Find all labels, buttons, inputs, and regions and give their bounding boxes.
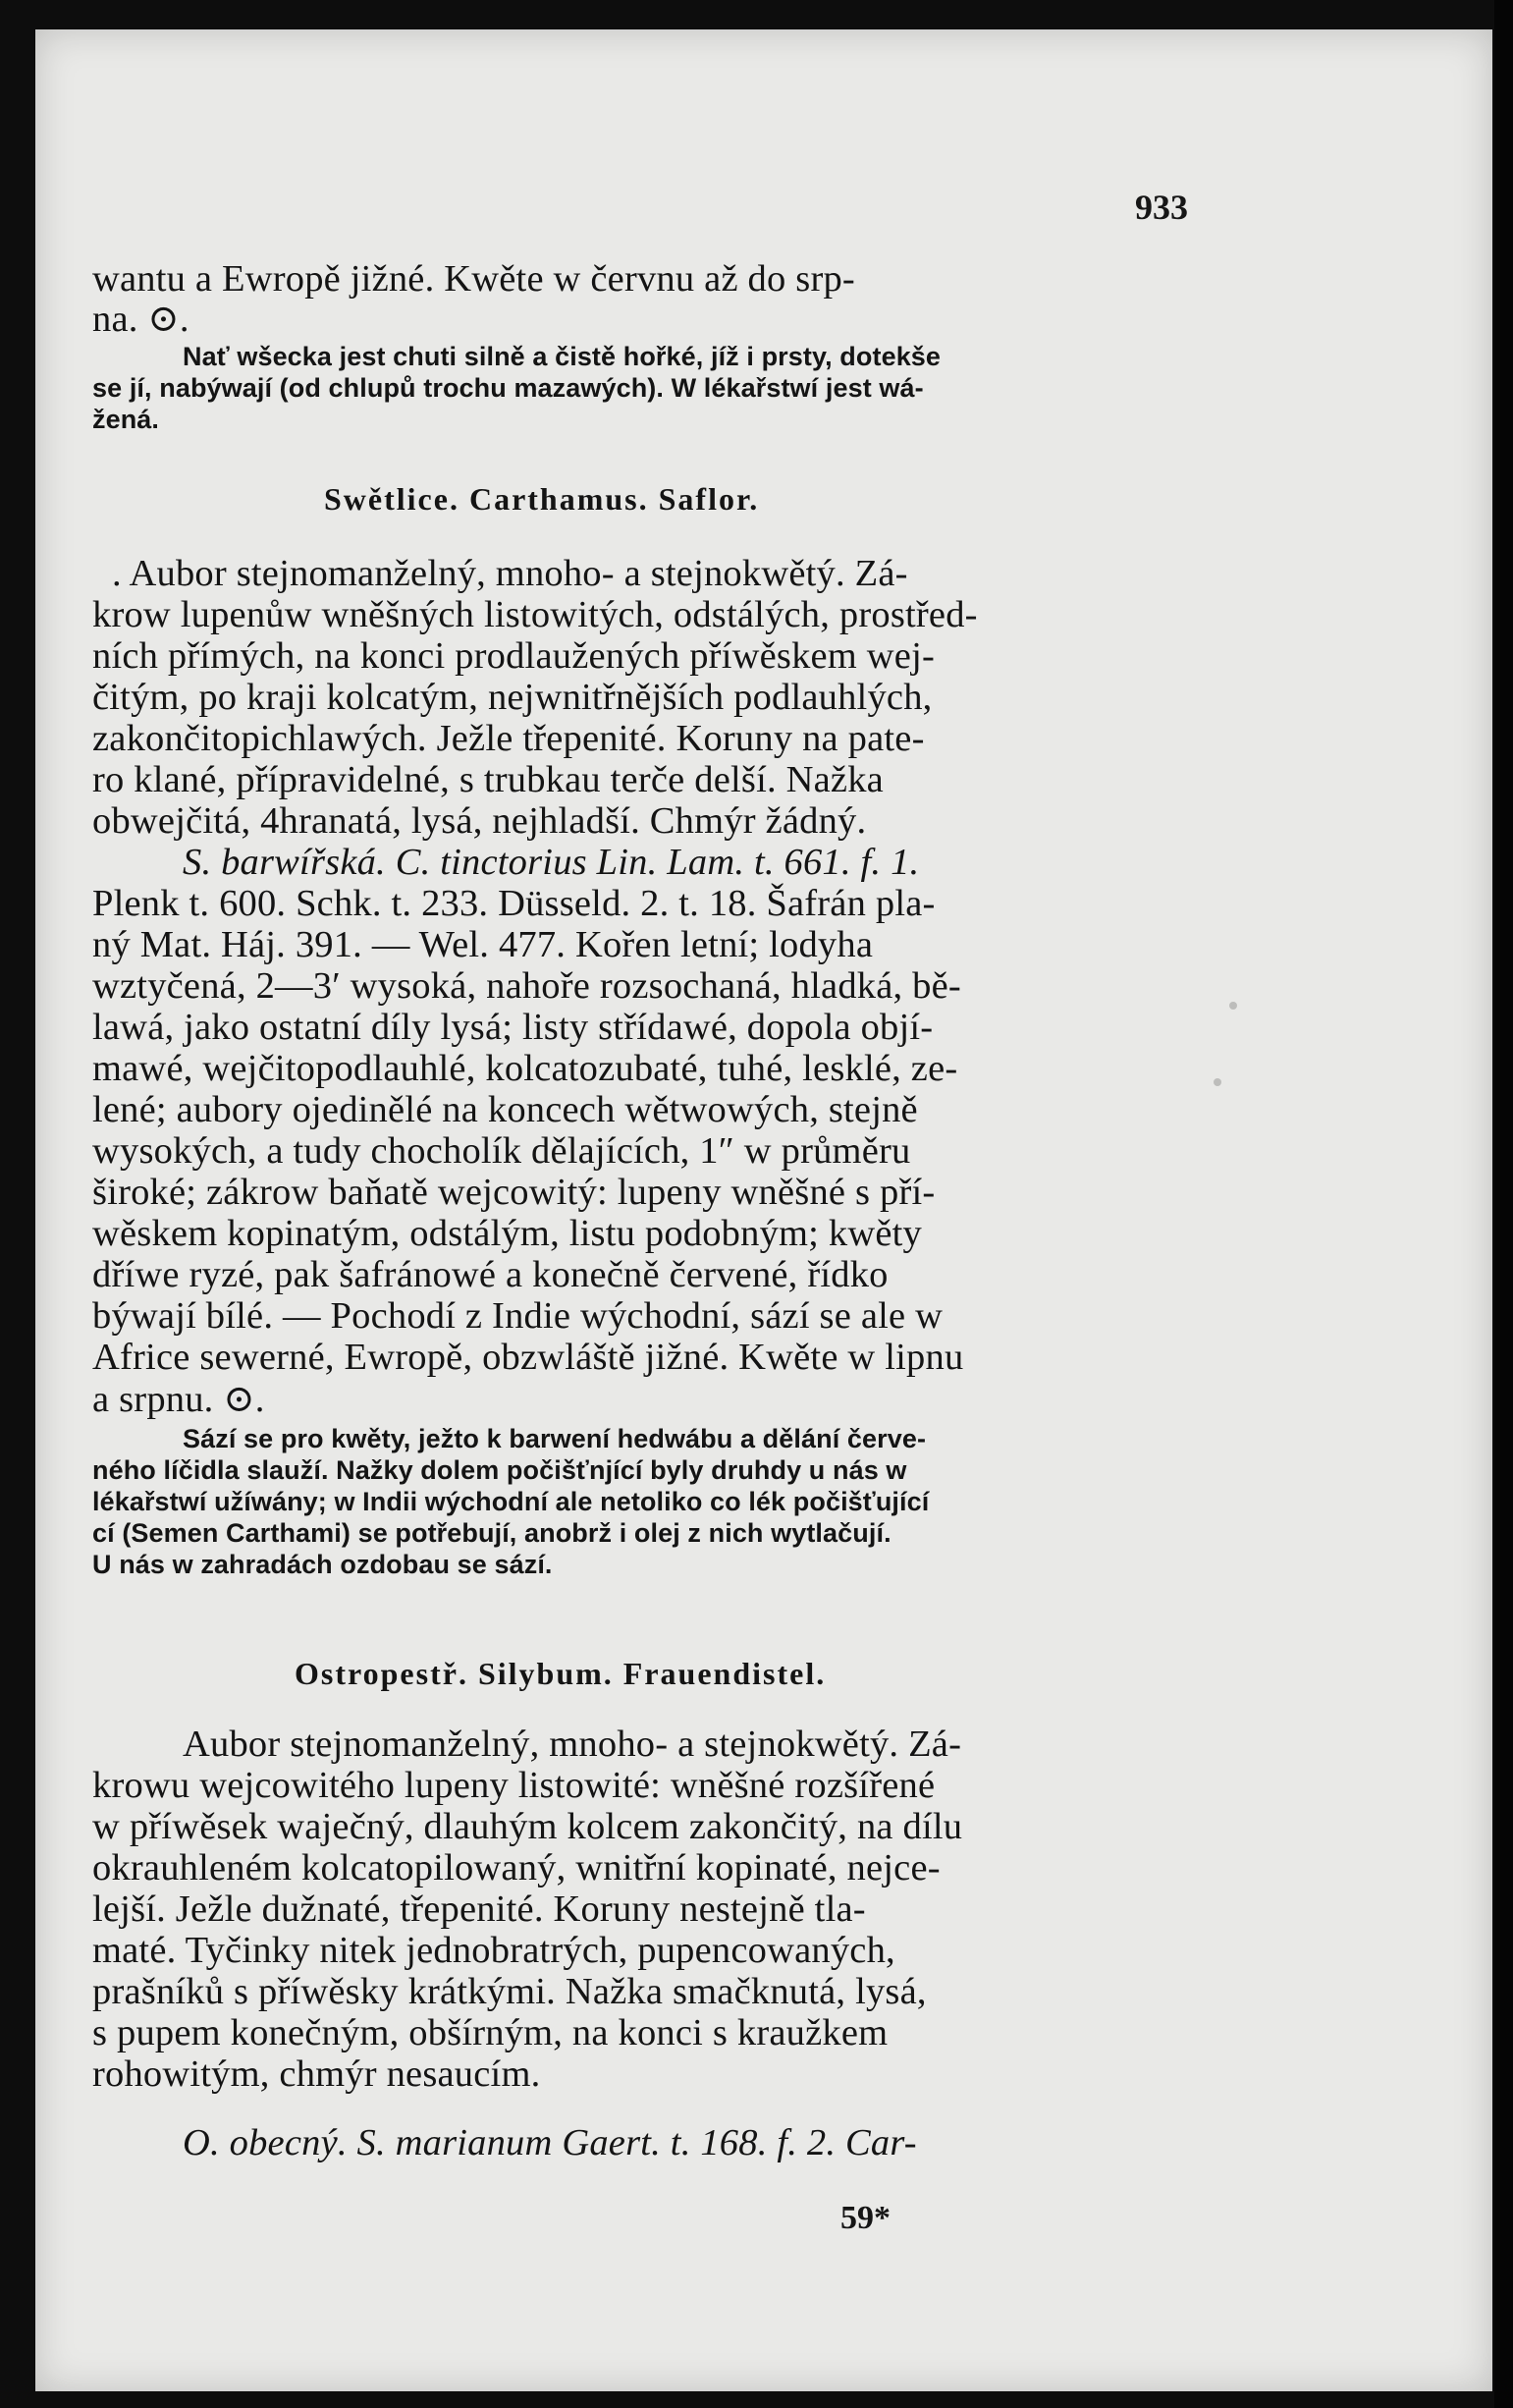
text-line: okrauhleném kolcatopilowaný, wnitřní kopinaté, nejce- — [92, 1847, 941, 1888]
text-line: zakončitopichlawých. Ježle třepenité. Koruny na pate- — [92, 718, 925, 759]
text-line: wztyčená, 2—3′ wysoká, nahoře rozsochaná, hladká, bě- — [92, 965, 961, 1007]
text-line: Plenk t. 600. Schk. t. 233. Düsseld. 2. t. 18. Šafrán pla- — [92, 883, 936, 924]
text-line: w příwěsek waječný, dlauhým kolcem zakončitý, na dílu — [92, 1806, 963, 1847]
text-line: krowu wejcowitého lupeny listowité: wněšné rozšířené — [92, 1765, 936, 1806]
text-line: lejší. Ježle dužnaté, třepenité. Koruny nestejně tla- — [92, 1888, 866, 1930]
note-line: Nať wšecka jest chuti silně a čistě hořké, jíž i prsty, dotekše — [183, 342, 942, 371]
page-number: 933 — [1135, 188, 1188, 227]
paper-speck — [1214, 1078, 1221, 1086]
text-line: ních přímých, na konci prodlaužených příwěskem wej- — [92, 635, 935, 677]
text-line: obwejčitá, 4hranatá, lysá, nejhladší. Chmýr žádný. — [92, 800, 867, 842]
text-line: ro klané, přípravidelné, s trubkau terče delší. Nažka — [92, 759, 884, 800]
text-line: mawé, wejčitopodlauhlé, kolcatozubaté, tuhé, lesklé, ze- — [92, 1048, 958, 1089]
text-line: Africe sewerné, Ewropě, obzwláště jižné. Kwěte w lipnu — [92, 1337, 964, 1378]
text-line: lawá, jako ostatní díly lysá; listy střídawé, dopola objí- — [92, 1007, 934, 1048]
text-line: . Aubor stejnomanželný, mnoho- a stejnokwětý. Zá- — [112, 553, 908, 594]
text-line: ný Mat. Háj. 391. — Wel. 477. Kořen letní; lodyha — [92, 924, 874, 965]
text-line: a srpnu. ⊙. — [92, 1379, 265, 1420]
signature-mark: 59* — [840, 2200, 891, 2236]
paper-speck — [1229, 1002, 1237, 1010]
text-line: prašníků s příwěsky krátkými. Nažka smačknutá, lysá, — [92, 1971, 927, 2012]
scan-border — [1494, 0, 1513, 2408]
species-line: O. obecný. S. marianum Gaert. t. 168. f. 2. Car- — [183, 2122, 917, 2163]
text-line: dříwe ryzé, pak šafránowé a konečně červené, řídko — [92, 1254, 889, 1295]
text-line: lené; aubory ojedinělé na koncech wětwowých, stejně — [92, 1089, 918, 1130]
species-line: S. barwířská. C. tinctorius Lin. Lam. t. 661. f. 1. — [183, 842, 920, 883]
text-line: krow lupenůw wněšných listowitých, odstálých, prostřed- — [92, 594, 978, 635]
note-line: ného líčidla slauží. Nažky dolem počišťnjící byly druhdy u nás w — [92, 1455, 907, 1485]
note-line: U nás w zahradách ozdobau se sází. — [92, 1550, 553, 1579]
book-page — [35, 29, 1492, 2391]
text-line: rohowitým, chmýr nesaucím. — [92, 2053, 541, 2095]
note-line: se jí, nabýwají (od chlupů trochu mazawých). W lékařstwí jest wá- — [92, 373, 924, 403]
text-line: wěskem kopinatým, odstálým, listu podobným; kwěty — [92, 1213, 922, 1254]
note-line: cí (Semen Carthami) se potřebují, anobrž i olej z nich wytlačují. — [92, 1518, 892, 1548]
text-line: s pupem konečným, obšírným, na konci s kraužkem — [92, 2012, 889, 2053]
section-heading: Ostropestř. Silybum. Frauendistel. — [295, 1656, 827, 1691]
section-heading: Swětlice. Carthamus. Saflor. — [324, 481, 760, 517]
text-line: wysokých, a tudy chocholík dělajících, 1″ w průměru — [92, 1130, 911, 1172]
text-line: Aubor stejnomanželný, mnoho- a stejnokwětý. Zá- — [183, 1724, 962, 1765]
text-line: býwají bílé. — Pochodí z Indie wýchodní, sází se ale w — [92, 1295, 944, 1337]
text-line: wantu a Ewropě jižné. Kwěte w červnu až do srp- — [92, 258, 855, 300]
text-line: čitým, po kraji kolcatým, nejwnitřnějších podlauhlých, — [92, 677, 933, 718]
note-line: Sází se pro kwěty, ježto k barwení hedwábu a dělání červe- — [183, 1424, 927, 1453]
note-line: žená. — [92, 405, 160, 434]
text-line: maté. Tyčinky nitek jednobratrých, pupencowaných, — [92, 1930, 895, 1971]
text-line: široké; zákrow baňatě wejcowitý: lupeny wněšné s pří- — [92, 1172, 936, 1213]
text-line: na. ⊙. — [92, 299, 189, 340]
note-line: lékařstwí užíwány; w Indii wýchodní ale netoliko co lék počišťující — [92, 1487, 930, 1516]
